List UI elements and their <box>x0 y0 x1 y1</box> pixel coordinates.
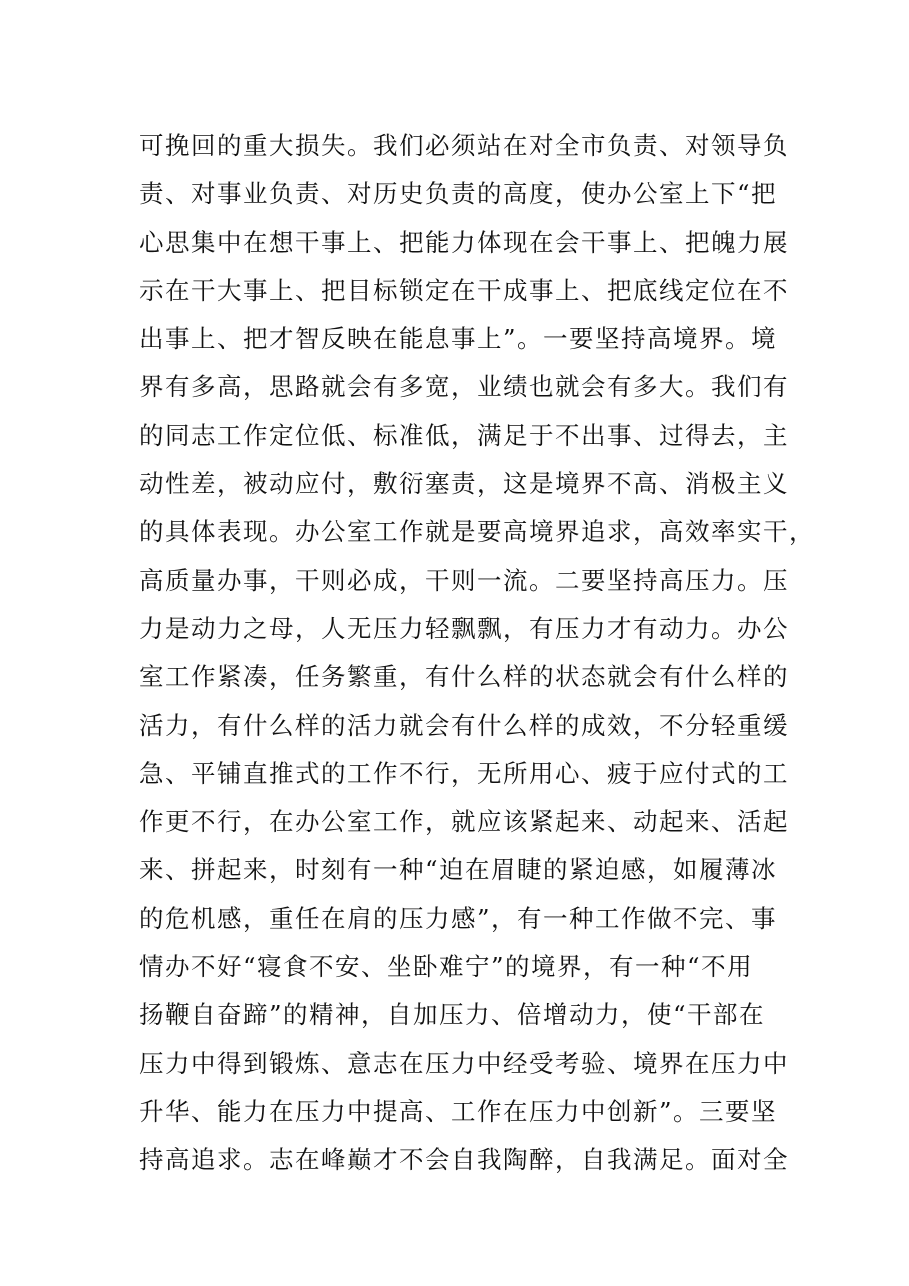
text-line: 扬鞭自奋蹄”的精神，自加压力、倍增动力，使“干部在 <box>139 1000 766 1030</box>
text-line: 的同志工作定位低、标准低，满足于不出事、过得去，主 <box>139 420 789 450</box>
text-line: 可挽回的重大损失。我们必须站在对全市负责、对领导负 <box>139 131 789 160</box>
text-line: 持高追求。志在峰巅才不会自我陶醉，自我满足。面对全 <box>139 1145 789 1175</box>
text-line: 出事上、把才智反映在能息事上”。一要坚持高境界。境 <box>139 324 778 354</box>
text-line: 压力中得到锻炼、意志在压力中经受考验、境界在压力中 <box>139 1048 789 1078</box>
text-line: 心思集中在想干事上、把能力体现在会干事上、把魄力展 <box>139 227 789 257</box>
text-line: 责、对事业负责、对历史负责的高度，使办公室上下“把 <box>139 179 778 209</box>
text-line: 急、平铺直推式的工作不行，无所用心、疲于应付式的工 <box>139 758 789 788</box>
text-line: 作更不行，在办公室工作，就应该紧起来、动起来、活起 <box>139 807 789 837</box>
text-line: 室工作紧凑，任务繁重，有什么样的状态就会有什么样的 <box>139 662 789 692</box>
text-line: 活力，有什么样的活力就会有什么样的成效，不分轻重缓 <box>139 710 789 740</box>
text-line: 示在干大事上、把目标锁定在干成事上、把底线定位在不 <box>139 275 789 305</box>
text-line: 情办不好“寝食不安、坐卧难宁”的境界，有一种“不用 <box>139 952 754 982</box>
text-line: 来、拼起来，时刻有一种“迫在眉睫的紧迫感，如履薄冰 <box>139 855 778 885</box>
text-line: 的危机感，重任在肩的压力感”，有一种工作做不完、事 <box>139 903 778 933</box>
text-line: 界有多高，思路就会有多宽，业绩也就会有多大。我们有 <box>139 372 789 402</box>
body-text <box>139 122 815 1185</box>
text-line: 的具体表现。办公室工作就是要高境界追求，高效率实干， <box>139 517 815 547</box>
text-line: 力是动力之母，人无压力轻飘飘，有压力才有动力。办公 <box>139 613 789 643</box>
text-line: 高质量办事，干则必成，干则一流。二要坚持高压力。压 <box>139 565 789 595</box>
text-line: 升华、能力在压力中提高、工作在压力中创新”。三要坚 <box>139 1096 778 1126</box>
text-line: 动性差，被动应付，敷衍塞责，这是境界不高、消极主义 <box>139 469 789 499</box>
